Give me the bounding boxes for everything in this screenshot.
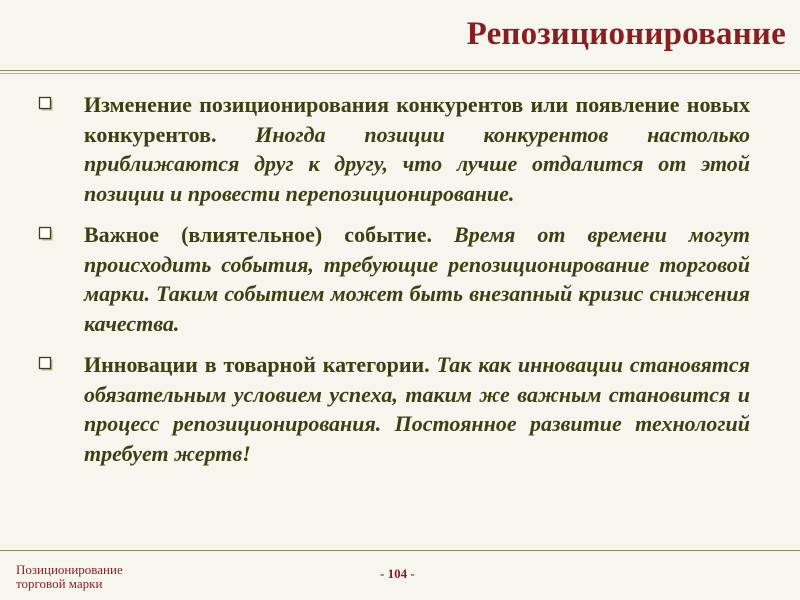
page-number: - 104 - — [380, 566, 415, 581]
item-lead: Важное (влиятельное) событие. — [84, 222, 455, 247]
item-lead: Инновации в товарной категории. — [84, 352, 437, 377]
slide-title: Репозиционирование — [466, 16, 786, 52]
item-description: Время от времени могут происходить события, требующие репозиционирование торговой марки. Таким событием может быть внезапный кризис снижения качества. — [84, 222, 750, 336]
header-divider — [0, 70, 800, 71]
checkbox-square-icon — [38, 226, 54, 242]
header-divider-secondary — [0, 73, 800, 74]
checkbox-square-icon — [38, 96, 54, 112]
footer-divider — [0, 550, 800, 551]
item-description: Иногда позиции конкурентов настолько приближаются друг к другу, что лучше отдалится от этой позиции и провести перепозиционирование. — [84, 121, 751, 206]
item-lead: Изменение позиционирования конкурентов или появление новых конкурентов. — [84, 92, 750, 147]
footer-caption — [16, 563, 123, 591]
footer-caption-line1: Позиционирование — [16, 562, 123, 577]
bullet-list — [38, 90, 750, 480]
item-description: Так как инновации становятся обязательным условием успеха, таким же важным становится и процесс репозиционирования. Постоянное развитие технологий требует жертв! — [84, 352, 750, 466]
checkbox-square-icon — [38, 356, 54, 372]
list-item — [38, 220, 750, 338]
list-item — [38, 90, 750, 208]
footer-caption-line2: торговой марки — [16, 576, 103, 591]
list-item — [38, 350, 750, 468]
